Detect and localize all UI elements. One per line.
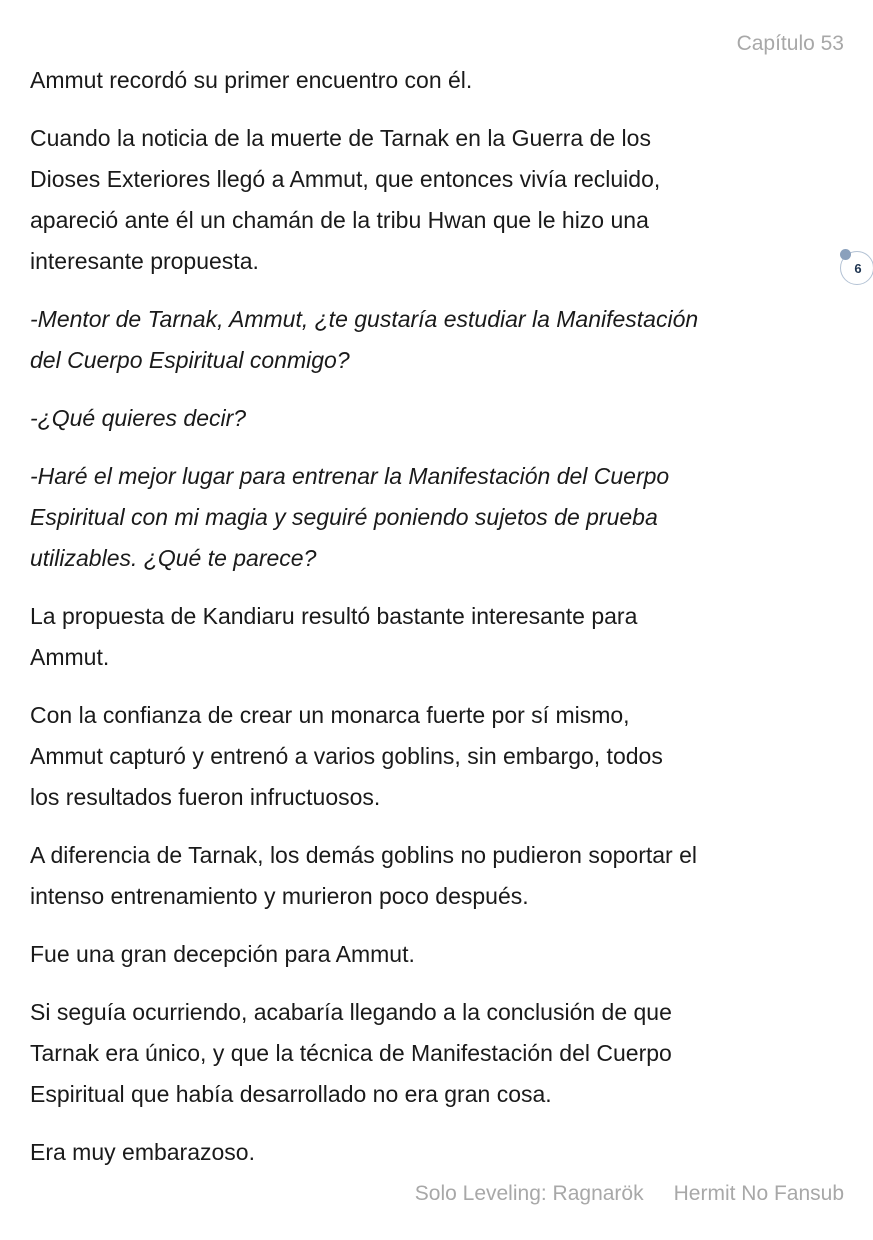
text-line: A diferencia de Tarnak, los demás goblins no pudieron soportar el [30, 842, 697, 868]
comment-count: 6 [854, 261, 862, 276]
text-line: apareció ante él un chamán de la tribu Hwan que le hizo una [30, 207, 649, 233]
text-line: interesante propuesta. [30, 248, 259, 274]
translator-credit: Hermit No Fansub [673, 1182, 844, 1205]
text-line: Espiritual que había desarrollado no era gran cosa. [30, 1081, 552, 1107]
paragraph [30, 992, 860, 1115]
text-line: Era muy embarazoso. [30, 1139, 255, 1165]
text-line: los resultados fueron infructuosos. [30, 784, 381, 810]
text-line: Fue una gran decepción para Ammut. [30, 941, 415, 967]
paragraph [30, 835, 860, 917]
paragraph [30, 60, 860, 101]
text-line: Ammut capturó y entrenó a varios goblins, sin embargo, todos [30, 743, 663, 769]
text-line: Con la confianza de crear un monarca fuerte por sí mismo, [30, 702, 630, 728]
paragraph [30, 456, 860, 579]
paragraph [30, 299, 860, 381]
paragraph [30, 596, 860, 678]
paragraph [30, 934, 860, 975]
chapter-label: Capítulo 53 [736, 32, 844, 55]
text-line: Ammut recordó su primer encuentro con él. [30, 67, 473, 93]
text-line: del Cuerpo Espiritual conmigo? [30, 347, 350, 373]
paragraph [30, 398, 860, 439]
badge-dot-icon [840, 249, 851, 260]
chapter-text [30, 60, 860, 1190]
text-line: utilizables. ¿Qué te parece? [30, 545, 317, 571]
text-line: La propuesta de Kandiaru resultó bastante interesante para [30, 603, 638, 629]
text-line: Tarnak era único, y que la técnica de Manifestación del Cuerpo [30, 1040, 672, 1066]
paragraph [30, 695, 860, 818]
text-line: -Mentor de Tarnak, Ammut, ¿te gustaría estudiar la Manifestación [30, 306, 699, 332]
text-line: Espiritual con mi magia y seguiré poniendo sujetos de prueba [30, 504, 658, 530]
paragraph [30, 1132, 860, 1173]
book-title: Solo Leveling: Ragnarök [414, 1182, 644, 1205]
text-line: Dioses Exteriores llegó a Ammut, que entonces vivía recluido, [30, 166, 661, 192]
text-line: Cuando la noticia de la muerte de Tarnak en la Guerra de los [30, 125, 651, 151]
footer [415, 1182, 844, 1206]
text-line: Si seguía ocurriendo, acabaría llegando a la conclusión de que [30, 999, 672, 1025]
text-line: -¿Qué quieres decir? [30, 405, 247, 431]
text-line: -Haré el mejor lugar para entrenar la Manifestación del Cuerpo [30, 463, 670, 489]
paragraph [30, 118, 860, 282]
text-line: intenso entrenamiento y murieron poco después. [30, 883, 529, 909]
text-line: Ammut. [30, 644, 110, 670]
